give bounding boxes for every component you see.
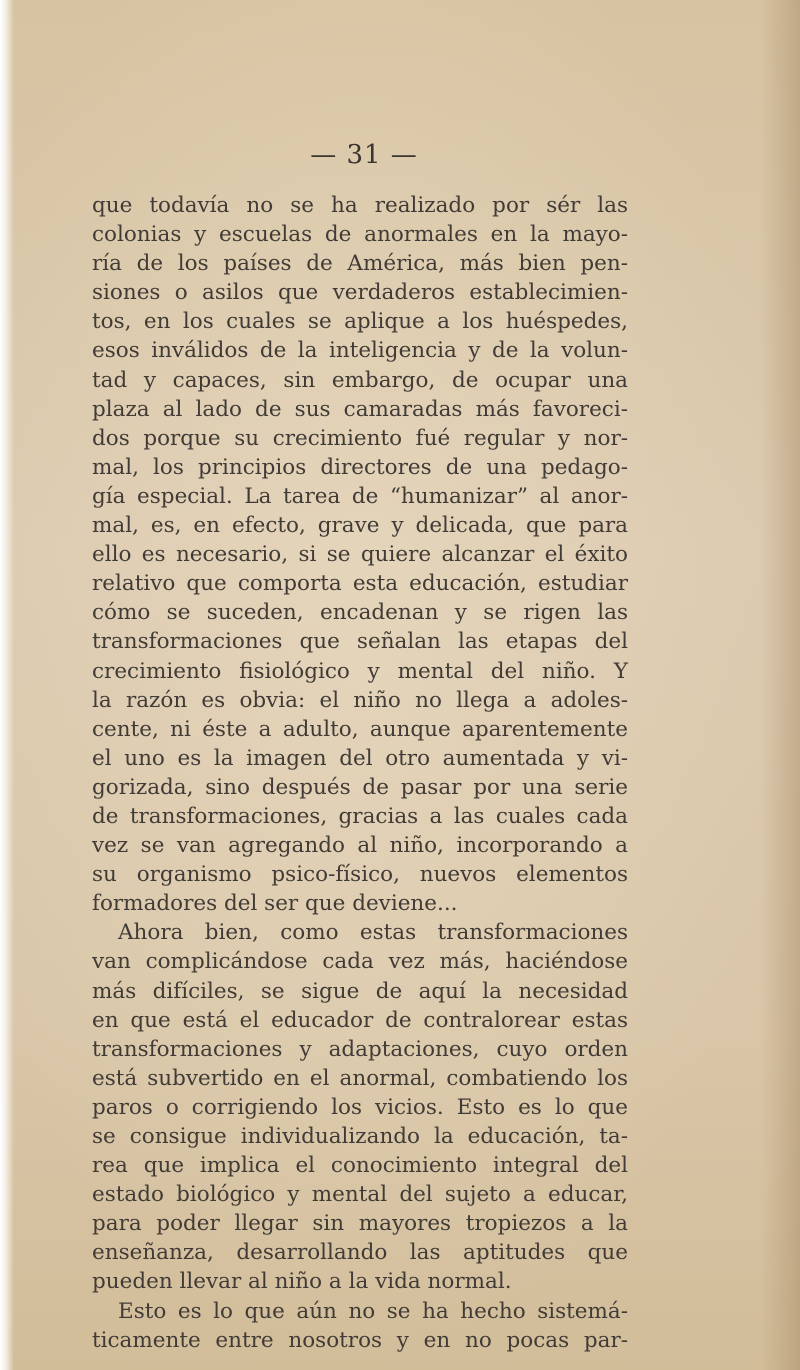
- body-text: [92, 191, 628, 1355]
- text-line: vez se van agregando al niño, incorporando a: [92, 833, 628, 859]
- text-line: mal, los principios directores de una pedago-: [92, 454, 628, 480]
- text-line: mal, es, en efecto, grave y delicada, que para: [92, 513, 628, 539]
- text-line: transformaciones y adaptaciones, cuyo orden: [92, 1036, 628, 1062]
- text-line: relativo que comporta esta educación, estudiar: [92, 571, 628, 597]
- text-line: la razón es obvia: el niño no llega a adoles-: [92, 687, 628, 713]
- text-line: de transformaciones, gracias a las cuales cada: [92, 803, 628, 829]
- text-line: plaza al lado de sus camaradas más favoreci-: [92, 396, 628, 422]
- text-line: rea que implica el conocimiento integral del: [92, 1153, 628, 1179]
- text-line: en que está el educador de contralorear estas: [92, 1007, 628, 1033]
- text-line: formadores del ser que deviene...: [92, 891, 458, 917]
- text-line: cente, ni éste a adulto, aunque aparentemente: [92, 716, 628, 742]
- text-line: transformaciones que señalan las etapas del: [92, 629, 628, 655]
- text-line: ello es necesario, si se quiere alcanzar el éxito: [92, 542, 628, 568]
- text-line: gorizada, sino después de pasar por una serie: [92, 774, 628, 800]
- text-line: su organismo psico-físico, nuevos elementos: [92, 862, 628, 888]
- text-line: estado biológico y mental del sujeto a educar,: [92, 1182, 628, 1208]
- text-line: se consigue individualizando la educación, ta-: [92, 1124, 628, 1149]
- text-line: ría de los países de América, más bien pen-: [92, 251, 628, 277]
- text-line: tad y capaces, sin embargo, de ocupar una: [92, 367, 628, 393]
- text-line: pueden llevar al niño a la vida normal.: [92, 1269, 512, 1295]
- text-line: para poder llegar sin mayores tropiezos a la: [92, 1211, 628, 1237]
- text-line: enseñanza, desarrollando las aptitudes que: [92, 1240, 628, 1266]
- text-line: gía especial. La tarea de “humanizar” al anor-: [92, 483, 628, 509]
- text-line: ticamente entre nosotros y en no pocas par-: [92, 1327, 628, 1353]
- text-line: cómo se suceden, encadenan y se rigen las: [92, 600, 628, 626]
- text-line: que todavía no se ha realizado por sér las: [92, 193, 628, 218]
- text-line: está subvertido en el anormal, combatiendo los: [92, 1065, 628, 1091]
- text-line: colonias y escuelas de anormales en la mayo-: [92, 222, 628, 248]
- text-line: van complicándose cada vez más, haciéndose: [92, 949, 628, 975]
- text-line: crecimiento fisiológico y mental del niño. Y: [92, 658, 628, 684]
- text-line: tos, en los cuales se aplique a los huéspedes,: [92, 309, 628, 335]
- text-line: paros o corrigiendo los vicios. Esto es lo que: [92, 1094, 628, 1120]
- text-line: el uno es la imagen del otro aumentada y vi-: [92, 745, 628, 771]
- text-line: Esto es lo que aún no se ha hecho sistemá-: [118, 1298, 628, 1324]
- page-number: — 31 —: [310, 140, 418, 170]
- text-line: siones o asilos que verdaderos establecimien-: [92, 280, 628, 306]
- text-line: esos inválidos de la inteligencia y de la volun-: [92, 338, 628, 364]
- text-line: más difíciles, se sigue de aquí la necesidad: [92, 978, 628, 1004]
- text-line: Ahora bien, como estas transformaciones: [118, 920, 628, 946]
- text-line: dos porque su crecimiento fué regular y nor-: [92, 425, 628, 451]
